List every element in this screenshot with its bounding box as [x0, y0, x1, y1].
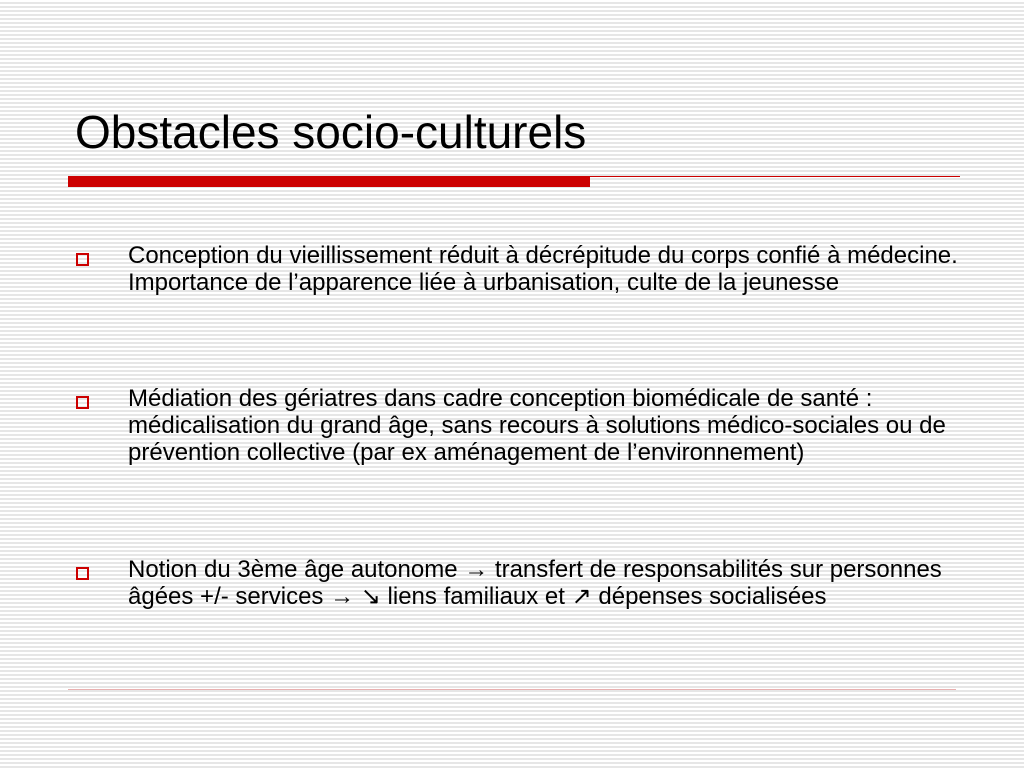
- title-underline-thick: [68, 176, 590, 187]
- bullet-text: Conception du vieillissement réduit à décrépitude du corps confié à médecine. Importance de l’apparence liée à urbanisation, culte de la jeunesse: [128, 242, 958, 296]
- hollow-square-bullet-icon: [76, 253, 89, 266]
- bullet-text: Notion du 3ème âge autonome → transfert de responsabilités sur personnes âgées +/- services → ↘ liens familiaux et ↗ dépenses socialisées: [128, 556, 942, 610]
- slide-title: Obstacles socio-culturels: [75, 106, 587, 158]
- footer-divider: [68, 689, 956, 690]
- hollow-square-bullet-icon: [76, 567, 89, 580]
- bullet-text: Médiation des gériatres dans cadre conception biomédicale de santé : médicalisation du grand âge, sans recours à solutions médico-sociales ou de prévention collective (par ex aménagement de l’environnement): [128, 385, 946, 466]
- title-underline-thin: [590, 176, 960, 177]
- hollow-square-bullet-icon: [76, 396, 89, 409]
